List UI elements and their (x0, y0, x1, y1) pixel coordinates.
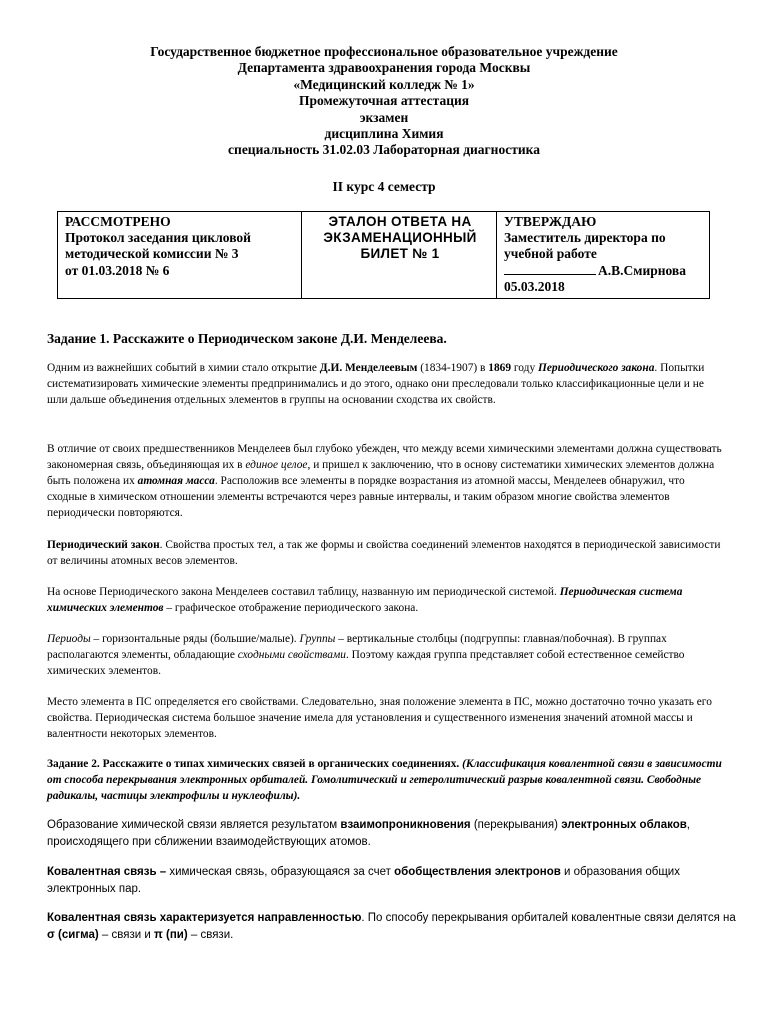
task1-paragraph-5 (47, 631, 723, 679)
reviewed-cell (58, 212, 302, 299)
text-run: Одним из важнейших событий в химии стало открытие (47, 362, 320, 374)
header-specialty: специальность 31.02.03 Лабораторная диагностика (228, 142, 540, 158)
header-attestation: Промежуточная аттестация (298, 93, 470, 109)
task1-paragraph-4 (47, 584, 723, 616)
text-run: , и пришел к заключению, что в основу систематики химических элементов должна быть положена их (47, 459, 715, 488)
answer-key-line-2: ЭКЗАМЕНАЦИОННЫЙ (323, 230, 477, 246)
text-run: 1869 (488, 362, 512, 374)
text-run: , происходящего при сближении взаимодействующих атомов. (47, 819, 690, 848)
approved-title: УТВЕРЖДАЮ (504, 214, 597, 229)
task1-paragraph-3 (47, 537, 723, 569)
text-run: . Попытки систематизировать химические элементы предпринимались и до этого, однако они преследовали только классификационные цели и не шли дальше объединения отдельных элементов в группы на основании сходства их свойств. (47, 362, 705, 407)
text-run: атомная масса (137, 475, 215, 488)
protocol-line-3: от 01.03.2018 № 6 (65, 262, 170, 278)
task1-title: Задание 1. Расскажите о Периодическом законе Д.И. Менделеева. (47, 331, 447, 346)
text-run: . По способу перекрывания орбиталей ковалентные связи делятся на (361, 912, 736, 924)
approved-cell (497, 212, 710, 299)
task1-paragraph-6: Место элемента в ПС определяется его свойствами. Следовательно, зная положение элемента в ПС, можно достаточно точно указать его свойства. Периодическая система большое значение имела для установления и существенного изменения значений атомной массы и валентности некоторых элементов. (47, 696, 712, 741)
text-run: – графическое отображение периодического закона. (163, 602, 419, 615)
text-run: Периодический закон (47, 539, 160, 551)
task2-paragraph-2 (47, 864, 737, 897)
deputy-line-1: Заместитель директора по (504, 230, 666, 246)
text-run: . Поэтому каждая группа представляет собой естественное семейство химических элементов. (47, 649, 685, 678)
text-run: году (511, 362, 538, 374)
reviewed-title: РАССМОТРЕНО (65, 214, 171, 229)
approval-date: 05.03.2018 (504, 278, 565, 294)
text-run: Образование химической связи является результатом (47, 819, 341, 831)
text-run: π (пи) (154, 928, 188, 941)
text-run: обобществления электронов (394, 866, 561, 878)
text-run: – связи и (98, 928, 154, 941)
text-run: (перекрывания) (470, 819, 562, 831)
text-run: Периодическая система химических элементов (47, 586, 683, 615)
course-semester: II курс 4 семестр (332, 179, 436, 194)
text-run: . Расположив все элементы в порядке возрастания из атомной массы, Менделеев обнаружил, что сходные в химическом отношении элементы встречаются через равные интервалы, и таким образом многие свойства элементов периодически повторяются. (47, 475, 685, 520)
task2-paragraph-1 (47, 817, 737, 850)
answer-key-line-1: ЭТАЛОН ОТВЕТА НА (328, 214, 472, 229)
header-exam: экзамен (359, 109, 409, 125)
text-run: На основе Периодического закона Менделеев составил таблицу, названную им периодической системой. (47, 586, 560, 598)
text-run: Группы (299, 633, 336, 645)
task2-title (47, 756, 723, 804)
answer-key-line-3: БИЛЕТ № 1 (360, 246, 440, 262)
header-department: Департамента здравоохранения города Москвы (237, 60, 531, 76)
text-run: – связи. (187, 928, 234, 941)
text-run: (Классификация ковалентной связи в зависимости от способа перекрывания электронных орбиталей. Гомолитический и гетеролитический разрыв ковалентной связи. Свободные радикалы, частицы электрофилы и нуклеофилы). (47, 758, 722, 803)
text-run: Ковалентная связь характеризуется направленностью (47, 912, 362, 924)
text-run: σ (сигма) (47, 928, 99, 941)
text-run: В отличие от своих предшественников Менделеев был глубоко убежден, что между всеми химическими элементами должна существовать закономерная связь, объединяющая их в (47, 443, 722, 472)
document-header (0, 44, 768, 159)
text-run: – вертикальные столбцы (подгруппы: главная/побочная). В группах располагаются элементы, обладающие (47, 633, 667, 662)
text-run: единое целое (245, 459, 308, 472)
text-run: Д.И. Менделеевым (319, 362, 418, 374)
deputy-line-2: учебной работе (504, 246, 597, 262)
protocol-line-1: Протокол заседания цикловой (65, 230, 251, 246)
text-run: сходными свойствами (237, 649, 346, 662)
signature-blank (504, 263, 596, 275)
text-run: Периодического закона (538, 362, 655, 374)
protocol-line-2: методической комиссии № 3 (65, 246, 239, 262)
text-run: Задание 2. Расскажите о типах химических связей в органических соединениях. (47, 758, 460, 770)
text-run: . Свойства простых тел, а так же формы и свойства соединений элементов находятся в периодической зависимости от величины атомных весов элементов. (47, 539, 721, 568)
task1-paragraph-2 (47, 441, 723, 521)
approval-table (57, 211, 710, 299)
task2-paragraph-3 (47, 910, 737, 943)
text-run: химическая связь, образующаяся за счет (166, 866, 395, 878)
signature-line (504, 263, 704, 279)
signer-name: А.В.Смирнова (598, 262, 686, 278)
text-run: Ковалентная связь – (47, 866, 167, 878)
header-institution: Государственное бюджетное профессиональное образовательное учреждение (150, 44, 618, 59)
text-run: и образования общих электронных пар. (47, 866, 680, 895)
text-run: – горизонтальные ряды (большие/малые). (90, 633, 300, 645)
text-run: электронных облаков (561, 819, 687, 831)
text-run: (1834-1907) в (417, 362, 489, 374)
header-college: «Медицинский колледж № 1» (293, 76, 475, 92)
answer-key-cell (302, 212, 497, 299)
task1-paragraph-1 (47, 360, 723, 408)
header-discipline: дисциплина Химия (324, 126, 444, 142)
text-run: взаимопроникновения (340, 819, 471, 831)
text-run: Периоды (47, 633, 91, 645)
